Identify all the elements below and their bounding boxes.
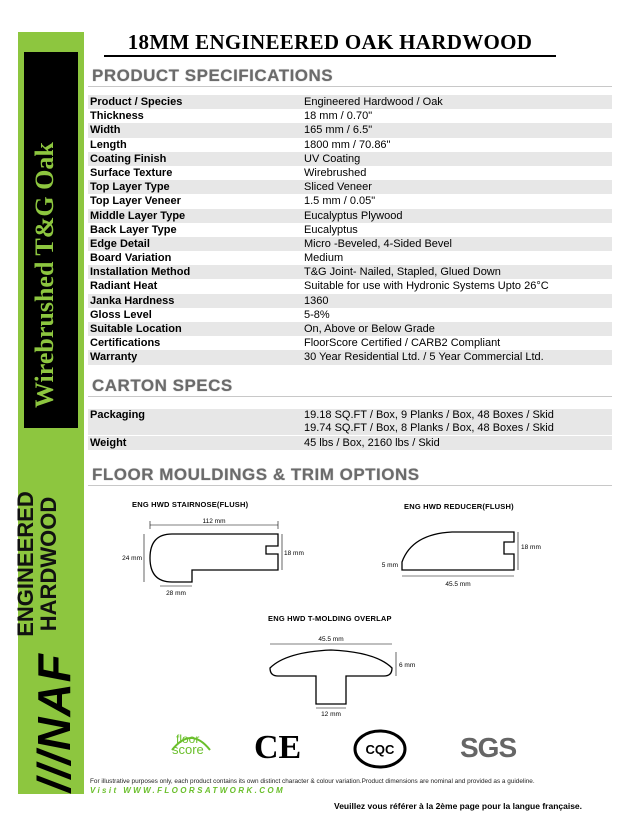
divider bbox=[88, 485, 612, 486]
stairnose-bottom-dim: 28 mm bbox=[166, 590, 186, 597]
spec-label: Suitable Location bbox=[90, 323, 182, 335]
spec-label: Janka Hardness bbox=[90, 294, 175, 307]
spec-value: T&G Joint- Nailed, Stapled, Glued Down bbox=[304, 266, 501, 279]
table-row bbox=[88, 251, 612, 265]
table-row bbox=[88, 138, 612, 152]
spec-value: Eucalyptus bbox=[304, 223, 358, 236]
product-specs-heading: PRODUCT SPECIFICATIONS bbox=[92, 66, 334, 85]
spec-value: Eucalyptus Plywood bbox=[304, 209, 403, 222]
spec-label: Edge Detail bbox=[90, 237, 150, 250]
product-line-text: Wirebrushed T&G Oak bbox=[30, 142, 59, 408]
mouldings-heading: FLOOR MOULDINGS & TRIM OPTIONS bbox=[92, 465, 420, 484]
tmold-bottom-dim: 12 mm bbox=[321, 711, 341, 718]
weight-value: 45 lbs / Box, 2160 lbs / Skid bbox=[304, 437, 440, 449]
reducer-right-dim: 18 mm bbox=[521, 544, 541, 551]
spec-label: Surface Texture bbox=[90, 166, 173, 179]
packaging-line2: 19.74 SQ.FT / Box, 8 Planks / Box, 48 Boxes / Skid bbox=[304, 422, 554, 434]
spec-label: Certifications bbox=[90, 337, 161, 350]
spec-value: Suitable for use with Hydronic Systems Upto 26°C bbox=[304, 280, 549, 293]
spec-label: Coating Finish bbox=[90, 152, 167, 165]
table-row bbox=[88, 166, 612, 180]
table-row bbox=[88, 294, 612, 308]
category-text bbox=[14, 484, 60, 644]
stairnose-label: ENG HWD STAIRNOSE(FLUSH) bbox=[132, 500, 249, 509]
french-note: Veuillez vous référer à la 2ème page pour la langue française. bbox=[334, 801, 583, 811]
spec-label: Top Layer Veneer bbox=[90, 195, 181, 208]
page-title: 18MM ENGINEERED OAK HARDWOOD bbox=[104, 30, 556, 57]
spec-value: 30 Year Residential Ltd. / 5 Year Commercial Ltd. bbox=[304, 351, 544, 364]
spec-label: Back Layer Type bbox=[90, 223, 177, 236]
divider bbox=[88, 86, 612, 87]
table-row bbox=[88, 436, 612, 450]
table-row bbox=[88, 308, 612, 322]
spec-label: Radiant Heat bbox=[90, 280, 158, 293]
spec-label: Installation Method bbox=[90, 266, 191, 279]
website-link[interactable]: Visit WWW.FLOORSATWORK.COM bbox=[90, 786, 286, 795]
spec-value: Medium bbox=[304, 252, 344, 265]
table-row bbox=[88, 95, 612, 109]
table-row bbox=[88, 265, 612, 279]
category-line1: ENGINEERED bbox=[13, 491, 38, 637]
table-row bbox=[88, 209, 612, 223]
table-row bbox=[88, 123, 612, 137]
spec-label: Middle Layer Type bbox=[90, 209, 186, 222]
spec-label: Board Variation bbox=[90, 252, 172, 265]
spec-value: 18 mm / 0.70" bbox=[304, 110, 373, 123]
carton-table bbox=[88, 409, 612, 450]
tmold-diagram bbox=[256, 628, 426, 720]
table-row bbox=[88, 322, 612, 336]
table-row bbox=[88, 409, 612, 435]
spec-value: 5-8% bbox=[304, 308, 330, 321]
spec-value: Wirebrushed bbox=[304, 166, 367, 179]
stairnose-left-dim: 24 mm bbox=[122, 555, 142, 562]
spec-value: FloorScore Certified / CARB2 Compliant bbox=[304, 337, 501, 350]
tmold-top-dim: 45.5 mm bbox=[318, 636, 344, 643]
cqc-text: CQC bbox=[365, 742, 395, 757]
table-row bbox=[88, 194, 612, 208]
packaging-line1: 19.18 SQ.FT / Box, 9 Planks / Box, 48 Boxes / Skid bbox=[304, 409, 554, 421]
floorscore-text1: floor bbox=[176, 732, 200, 746]
stairnose-width-dim: 112 mm bbox=[202, 518, 226, 525]
packaging-label: Packaging bbox=[90, 409, 146, 421]
tmold-label: ENG HWD T-MOLDING OVERLAP bbox=[268, 614, 392, 623]
reducer-left-dim: 5 mm bbox=[381, 562, 398, 569]
spec-label: Warranty bbox=[90, 351, 138, 364]
stairnose-right-dim: 18 mm bbox=[284, 550, 304, 557]
divider bbox=[88, 396, 612, 397]
table-row bbox=[88, 223, 612, 237]
spec-value: 1.5 mm / 0.05" bbox=[304, 195, 376, 208]
spec-value: 165 mm / 6.5" bbox=[304, 124, 373, 137]
ce-mark: CE bbox=[254, 729, 302, 766]
spec-value: UV Coating bbox=[304, 152, 361, 165]
spec-value: On, Above or Below Grade bbox=[304, 323, 435, 335]
category-line2: HARDWOOD bbox=[36, 496, 61, 632]
cqc-logo bbox=[352, 728, 408, 770]
table-row bbox=[88, 237, 612, 251]
spec-value: 1800 mm / 70.86" bbox=[304, 138, 391, 151]
table-row bbox=[88, 279, 612, 293]
weight-label: Weight bbox=[90, 437, 127, 449]
spec-label: Gloss Level bbox=[90, 308, 152, 321]
spec-label: Top Layer Type bbox=[90, 181, 170, 194]
sidebar bbox=[13, 32, 84, 794]
brand-logo: ///NAF bbox=[28, 653, 80, 792]
reducer-bottom-dim: 45.5 mm bbox=[445, 581, 471, 588]
tmold-side-dim: 6 mm bbox=[399, 662, 416, 669]
table-row bbox=[88, 152, 612, 166]
spec-label: Thickness bbox=[90, 110, 144, 123]
spec-label: Product / Species bbox=[90, 96, 183, 108]
reducer-label: ENG HWD REDUCER(FLUSH) bbox=[404, 502, 514, 511]
table-row bbox=[88, 350, 612, 364]
spec-value: Micro -Beveled, 4-Sided Bevel bbox=[304, 237, 452, 250]
spec-label: Width bbox=[90, 124, 121, 137]
spec-label: Length bbox=[90, 138, 127, 151]
spec-value: 1360 bbox=[304, 294, 329, 307]
table-row bbox=[88, 109, 612, 123]
reducer-diagram bbox=[372, 514, 552, 594]
floorscore-text2: score bbox=[172, 742, 204, 757]
spec-value: Engineered Hardwood / Oak bbox=[304, 96, 443, 108]
disclaimer: For illustrative purposes only, each product contains its own distinct character & colour variation.Product dimensions are nominal and provided as a guideline. bbox=[90, 778, 535, 785]
table-row bbox=[88, 336, 612, 350]
floorscore-logo bbox=[166, 728, 216, 772]
sgs-logo: SGS bbox=[460, 732, 517, 763]
table-row bbox=[88, 180, 612, 194]
spec-table bbox=[88, 95, 612, 365]
spec-value: Sliced Veneer bbox=[304, 181, 372, 194]
stairnose-diagram bbox=[120, 512, 310, 602]
carton-specs-heading: CARTON SPECS bbox=[92, 376, 233, 395]
